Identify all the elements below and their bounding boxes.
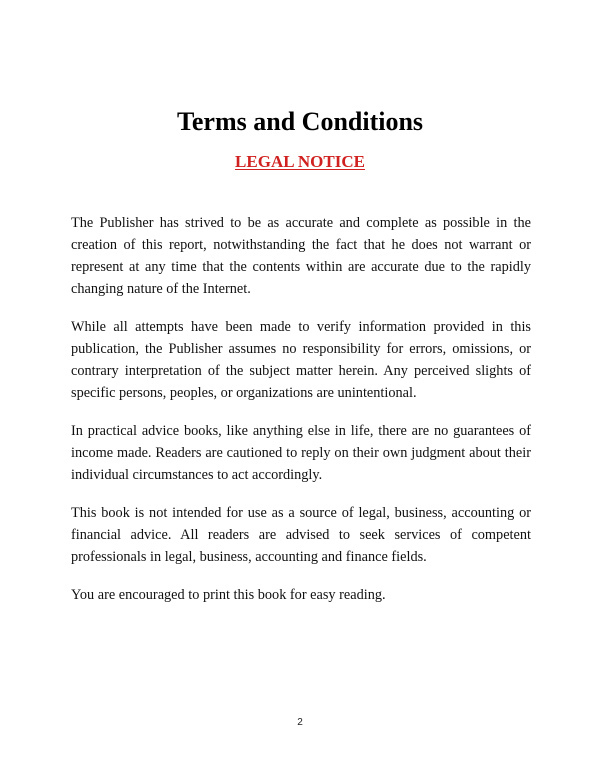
paragraph-print-encouragement: You are encouraged to print this book for easy reading. (71, 587, 386, 603)
document-body (71, 212, 531, 622)
paragraph-not-advice: This book is not intended for use as a source of legal, business, accounting or financial advice. All readers are advised to seek services of competent professionals in legal, business, accounting and finance fields. (71, 505, 531, 565)
legal-notice-heading: LEGAL NOTICE (235, 152, 365, 171)
paragraph-no-guarantees: In practical advice books, like anything else in life, there are no guarantees of income made. Readers are cautioned to reply on their own judgment about their individual circumstances to act accordingly. (71, 423, 531, 483)
paragraph-responsibility: While all attempts have been made to verify information provided in this publication, the Publisher assumes no responsibility for errors, omissions, or contrary interpretation of the subject matter herein. Any perceived slights of specific persons, peoples, or organizations are unintentional. (71, 319, 531, 401)
page-title: Terms and Conditions (176, 107, 424, 136)
paragraph-accuracy: The Publisher has strived to be as accurate and complete as possible in the creation of this report, notwithstanding the fact that he does not warrant or represent at any time that the contents within are accurate due to the rapidly changing nature of the Internet. (71, 215, 531, 297)
page-number: 2 (297, 717, 303, 728)
